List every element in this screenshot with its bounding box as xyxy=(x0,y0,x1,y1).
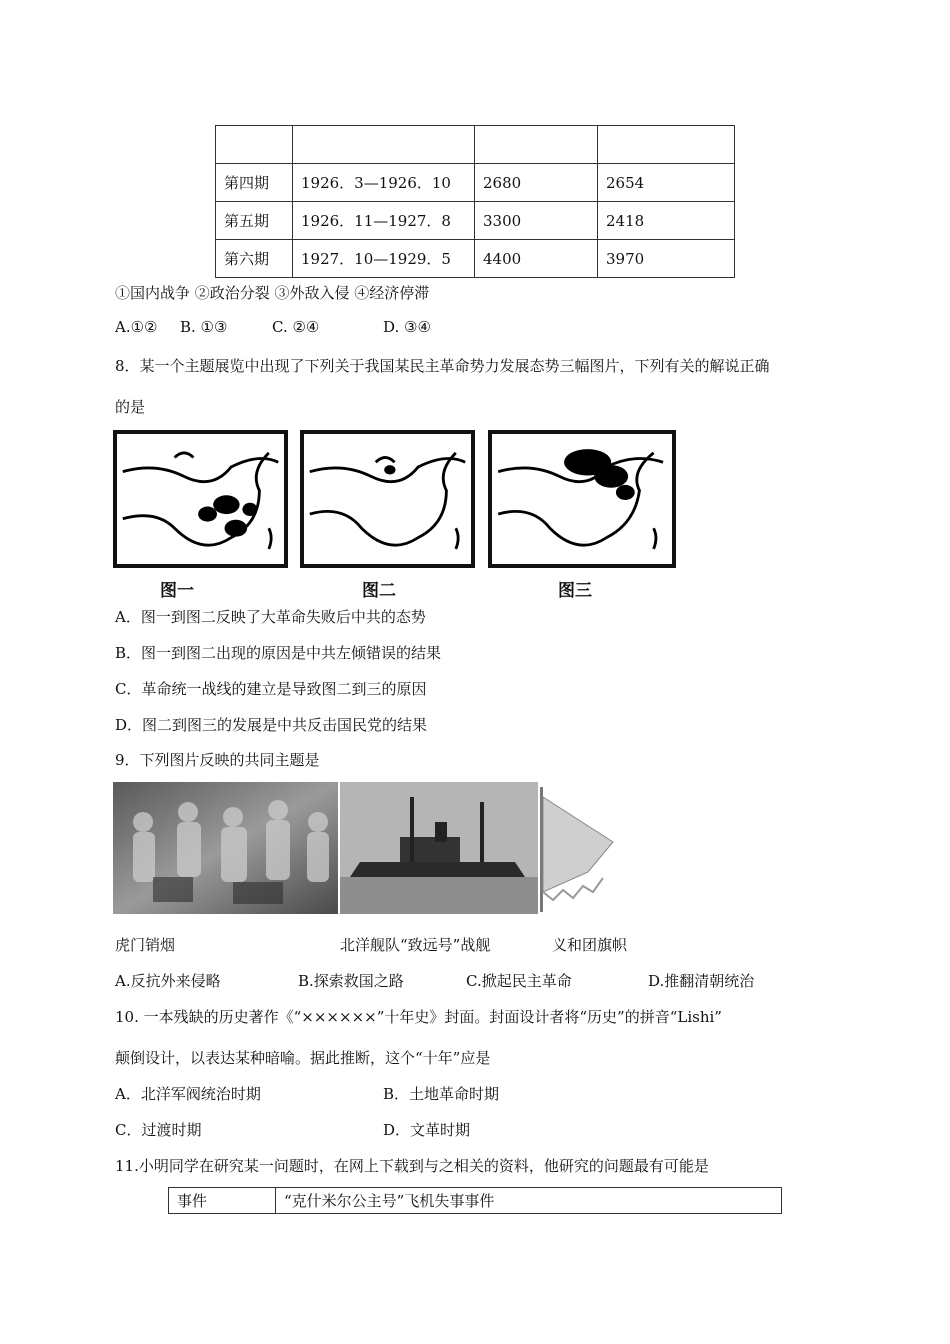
table-cell: 1926．11—1927．8 xyxy=(293,202,475,240)
event-label-cell: 事件 xyxy=(169,1188,276,1214)
q8-stem-cont: 的是 xyxy=(115,398,146,416)
china-map-3 xyxy=(492,434,672,564)
photo-caption-2: 北洋舰队“致远号”战舰 xyxy=(340,936,491,954)
table-cell: 1926．3—1926．10 xyxy=(293,164,475,202)
q8-stem: 8．某一个主题展览中出现了下列关于我国某民主革命势力发展态势三幅图片，下列有关的解说正确 xyxy=(115,357,770,375)
table-cell: 3970 xyxy=(598,240,735,278)
photo-caption-1: 虎门销烟 xyxy=(115,936,176,954)
table-row xyxy=(216,126,735,164)
table-row xyxy=(216,202,735,240)
q9-option-a[interactable]: A.反抗外来侵略 xyxy=(115,972,221,990)
photo-caption-3: 义和团旗帜 xyxy=(552,936,628,954)
q8-option-c[interactable]: C．革命统一战线的建立是导致图二到三的原因 xyxy=(115,680,427,698)
table-row xyxy=(216,240,735,278)
table-row xyxy=(169,1188,782,1214)
table-cell: 第六期 xyxy=(216,240,293,278)
map-figure-2 xyxy=(300,430,475,568)
figure-label-2: 图二 xyxy=(362,581,396,601)
table-cell: 4400 xyxy=(475,240,598,278)
map-figure-3 xyxy=(488,430,676,568)
map-figure-1 xyxy=(113,430,288,568)
q9-stem: 9．下列图片反映的共同主题是 xyxy=(115,751,320,769)
q7-option-a[interactable]: A.①② xyxy=(115,318,158,336)
q9-option-c[interactable]: C.掀起民主革命 xyxy=(466,972,572,990)
q10-stem: 10. 一本残缺的历史著作《“××××××”十年史》封面。封面设计者将“历史”的拼音“Lishi” xyxy=(115,1008,722,1026)
q7-items: ①国内战争 ②政治分裂 ③外敌入侵 ④经济停滞 xyxy=(115,284,430,302)
q8-option-d[interactable]: D．图二到图三的发展是中共反击国民党的结果 xyxy=(115,716,428,734)
q8-option-a[interactable]: A．图一到图二反映了大革命失败后中共的态势 xyxy=(115,608,426,626)
table-cell: 1927．10—1929．5 xyxy=(293,240,475,278)
figure-label-3: 图三 xyxy=(558,581,592,601)
q10-option-c[interactable]: C．过渡时期 xyxy=(115,1121,202,1139)
banner-image xyxy=(538,782,618,914)
q10-option-b[interactable]: B．土地革命时期 xyxy=(383,1085,500,1103)
q10-option-d[interactable]: D．文革时期 xyxy=(383,1121,471,1139)
q7-option-b[interactable]: B. ①③ xyxy=(180,318,228,336)
warship-photo xyxy=(340,782,538,914)
boxer-banner-photo xyxy=(538,782,618,914)
q7-option-c[interactable]: C. ②④ xyxy=(272,318,320,336)
table-cell: 3300 xyxy=(475,202,598,240)
event-table xyxy=(168,1187,782,1214)
relief-sculpture-photo xyxy=(113,782,338,914)
figure-label-1: 图一 xyxy=(160,581,194,601)
period-table xyxy=(215,125,735,278)
table-cell: 2680 xyxy=(475,164,598,202)
q8-option-b[interactable]: B．图一到图二出现的原因是中共左倾错误的结果 xyxy=(115,644,442,662)
q10-stem-cont: 颠倒设计，以表达某种暗喻。据此推断，这个“十年”应是 xyxy=(115,1049,491,1067)
relief-image xyxy=(113,782,338,914)
event-value-cell: “克什米尔公主号”飞机失事事件 xyxy=(276,1188,782,1214)
table-cell: 第四期 xyxy=(216,164,293,202)
china-map-1 xyxy=(117,434,284,564)
table-cell: 第五期 xyxy=(216,202,293,240)
china-map-2 xyxy=(304,434,471,564)
q7-option-d[interactable]: D. ③④ xyxy=(383,318,431,336)
warship-image xyxy=(340,782,538,914)
table-cell: 2654 xyxy=(598,164,735,202)
table-row xyxy=(216,164,735,202)
q9-option-b[interactable]: B.探索救国之路 xyxy=(298,972,404,990)
q9-option-d[interactable]: D.推翻清朝统治 xyxy=(648,972,755,990)
table-cell: 2418 xyxy=(598,202,735,240)
q11-stem: 11.小明同学在研究某一问题时，在网上下载到与之相关的资料，他研究的问题最有可能是 xyxy=(115,1157,709,1175)
q10-option-a[interactable]: A．北洋军阀统治时期 xyxy=(115,1085,261,1103)
